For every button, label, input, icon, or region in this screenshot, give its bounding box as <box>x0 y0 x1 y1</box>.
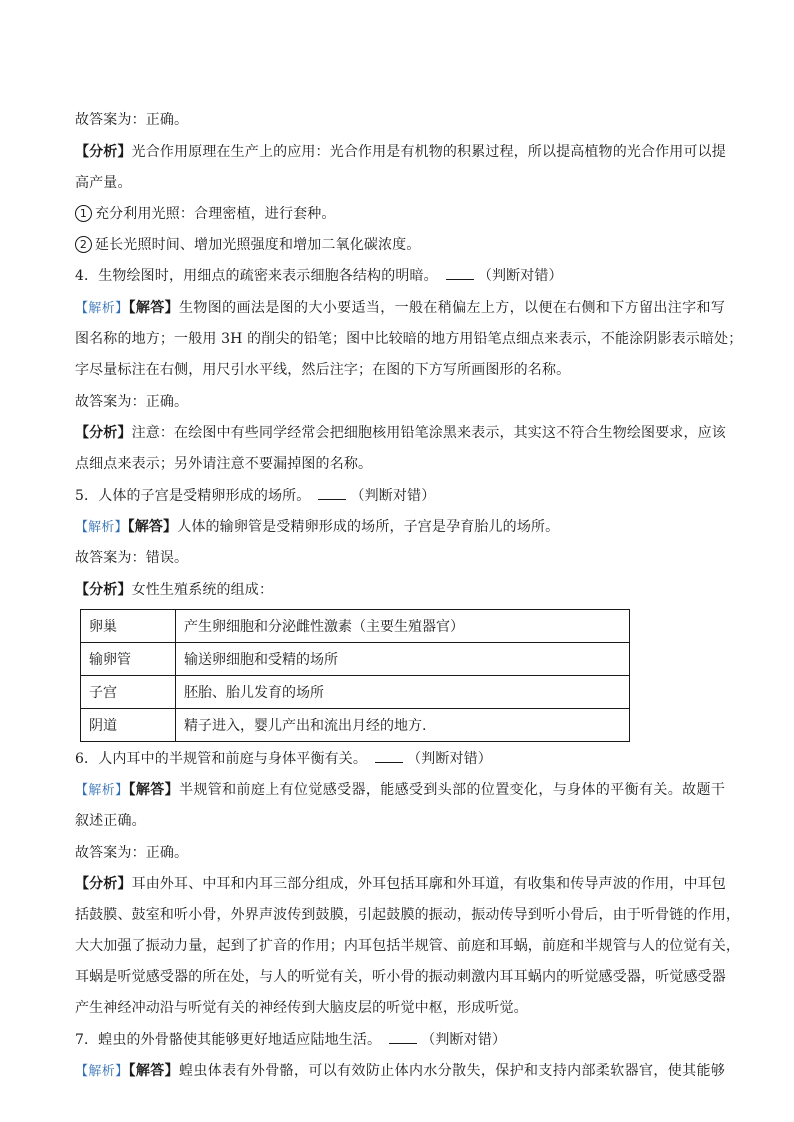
question-7: 7．蝗虫的外骨骼使其能够更好地适应陆地生活。 （判断对错） <box>75 1032 507 1048</box>
table-cell-organ: 卵巢 <box>81 610 176 643</box>
question-5: 5．人体的子宫是受精卵形成的场所。 （判断对错） <box>75 488 436 504</box>
analysis-line: 产生神经冲动沿与听觉有关的神经传到大脑皮层的听觉中枢，形成听觉。 <box>75 1000 528 1016</box>
table-cell-organ: 阴道 <box>81 709 176 742</box>
solution-line: 图名称的地方；一般用 3H 的削尖的铅笔；图中比较暗的地方用铅笔点细点来表示，不能涂阴影表示暗处； <box>75 331 743 347</box>
table-cell-organ: 子宫 <box>81 676 176 709</box>
answer-line: 故答案为：错误。 <box>75 550 189 566</box>
analysis-line: 【分析】光合作用原理在生产上的应用：光合作用是有机物的积累过程，所以提高植物的光合作用可以提 <box>75 144 726 160</box>
analysis-line: 耳蜗是听觉感受器的所在处，与人的听觉有关，听小骨的振动刺激内耳耳蜗内的听觉感受器，听觉感受器 <box>75 969 726 985</box>
question-6: 6．人内耳中的半规管和前庭与身体平衡有关。 （判断对错） <box>75 751 492 767</box>
table-cell-function: 输送卵细胞和受精的场所 <box>176 643 630 676</box>
list-item: 2 延长光照时间、增加光照强度和增加二氧化碳浓度。 <box>75 235 725 255</box>
answer-line: 故答案为：正确。 <box>75 112 189 128</box>
table-cell-function: 产生卵细胞和分泌雌性激素（主要生殖器官） <box>176 610 630 643</box>
answer-blank <box>318 486 346 500</box>
answer-blank <box>446 266 474 280</box>
circled-number: 1 <box>75 205 92 222</box>
table-row <box>81 610 630 643</box>
table-row <box>81 676 630 709</box>
table-row <box>81 709 630 742</box>
solution-line: 【解析】【解答】蝗虫体表有外骨骼，可以有效防止体内水分散失，保护和支持内部柔软器官，使其能够 <box>75 1063 725 1079</box>
solution-line: 字尽量标注在右侧，用尺引水平线，然后注字；在图的下方写所画图形的名称。 <box>75 362 571 378</box>
table-cell-organ: 输卵管 <box>81 643 176 676</box>
answer-blank <box>375 749 403 763</box>
analysis-line: 【分析】女性生殖系统的组成： <box>75 582 274 598</box>
reproductive-system-table <box>80 609 630 742</box>
answer-line: 故答案为：正确。 <box>75 394 189 410</box>
analysis-line: 【分析】耳由外耳、中耳和内耳三部分组成，外耳包括耳廓和外耳道，有收集和传导声波的作用，中耳包 <box>75 876 726 892</box>
solution-line: 【解析】【解答】生物图的画法是图的大小要适当，一般在稍偏左上方，以便在右侧和下方留出注字和写 <box>75 300 725 316</box>
question-4: 4．生物绘图时，用细点的疏密来表示细胞各结构的明暗。 （判断对错） <box>75 268 563 284</box>
list-item: 1 充分利用光照：合理密植，进行套种。 <box>75 204 725 224</box>
table-cell-function: 胚胎、胎儿发育的场所 <box>176 676 630 709</box>
analysis-line: 高产量。 <box>75 175 132 191</box>
solution-line: 【解析】【解答】人体的输卵管是受精卵形成的场所，子宫是孕育胎儿的场所。 <box>75 519 560 535</box>
table-row <box>81 643 630 676</box>
analysis-line: 【分析】注意：在绘图中有些同学经常会把细胞核用铅笔涂黑来表示，其实这不符合生物绘图要求，应该 <box>75 425 726 441</box>
answer-blank <box>389 1030 417 1044</box>
analysis-line: 括鼓膜、鼓室和听小骨，外界声波传到鼓膜，引起鼓膜的振动，振动传导到听小骨后，由于听骨链的作用， <box>75 907 741 923</box>
table-cell-function: 精子进入，婴儿产出和流出月经的地方. <box>176 709 630 742</box>
circled-number: 2 <box>75 236 92 253</box>
solution-line: 【解析】【解答】半规管和前庭上有位觉感受器，能感受到头部的位置变化，与身体的平衡有关。故题干 <box>75 782 725 798</box>
solution-line: 叙述正确。 <box>75 813 146 829</box>
answer-line: 故答案为：正确。 <box>75 845 189 861</box>
analysis-line: 点细点来表示；另外请注意不要漏掉图的名称。 <box>75 456 373 472</box>
analysis-line: 大大加强了振动力量，起到了扩音的作用；内耳包括半规管、前庭和耳蜗，前庭和半规管与人的位觉有关， <box>75 938 741 954</box>
